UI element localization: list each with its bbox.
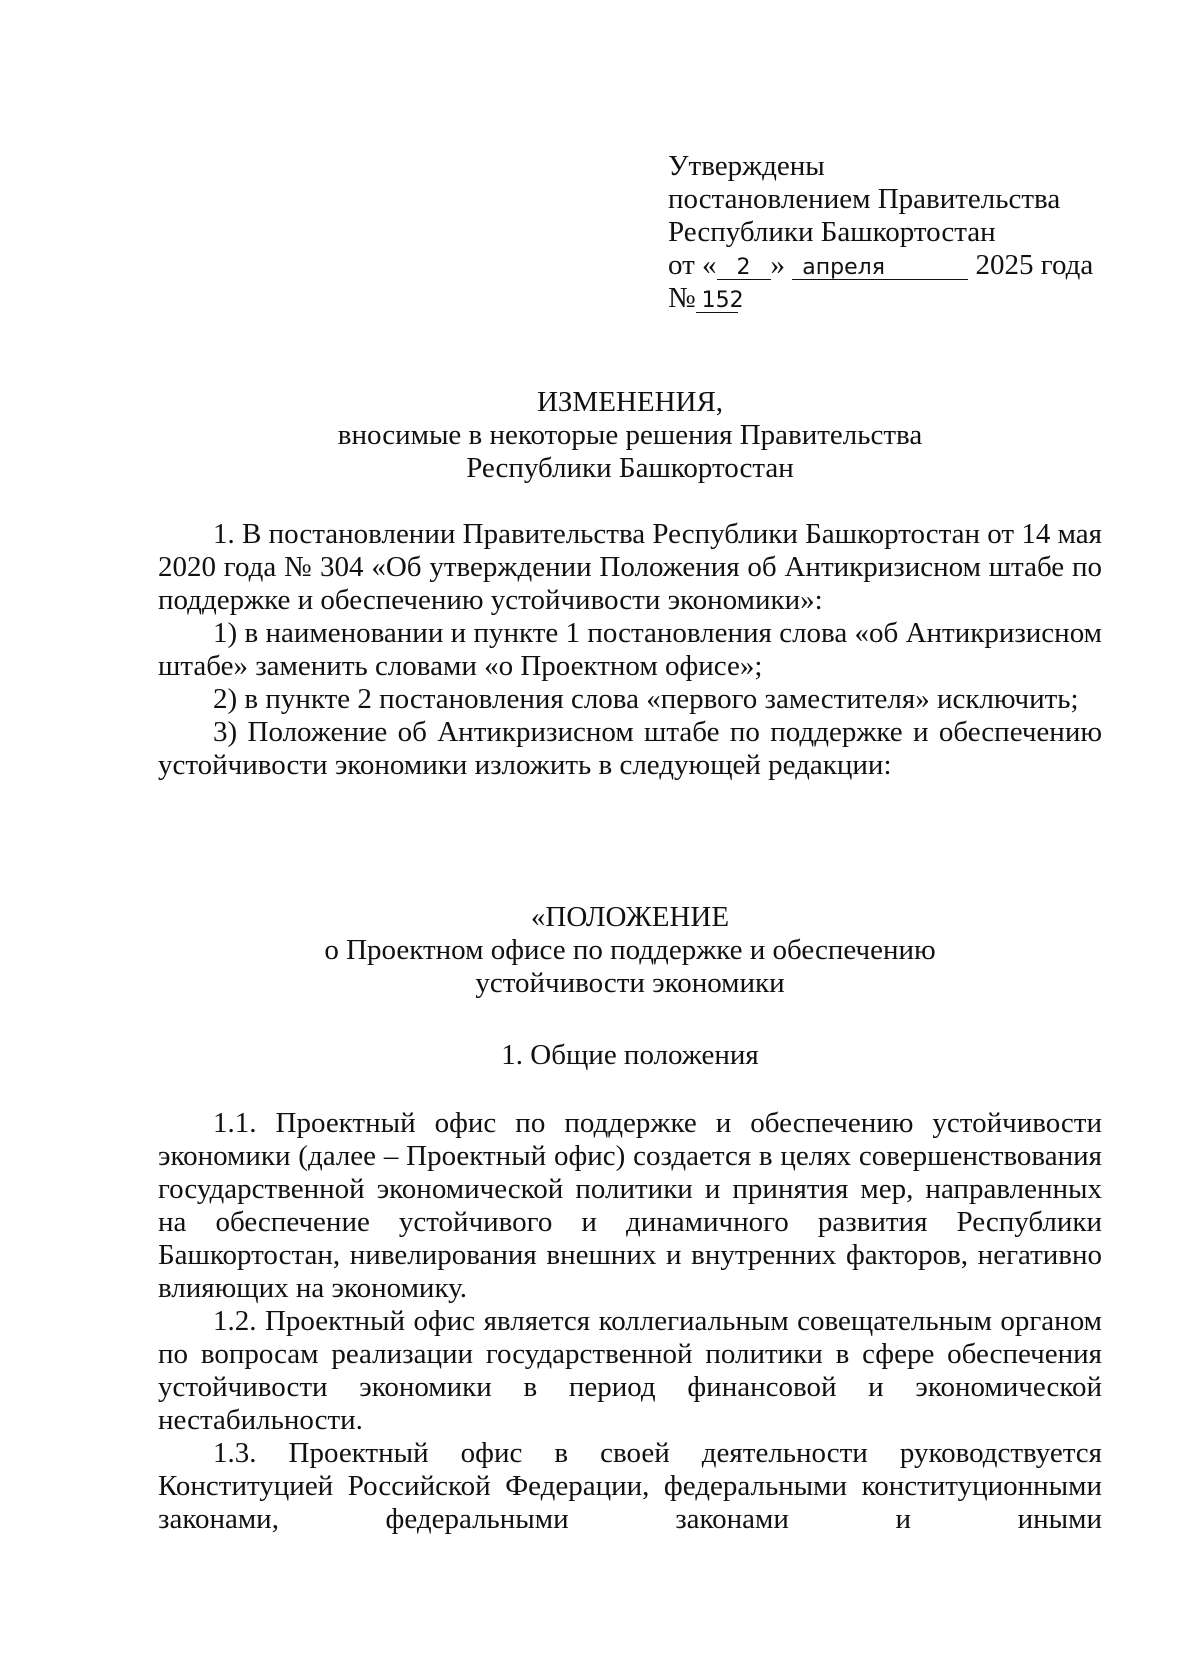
clause-1-1: 1.1. Проектный офис по поддержке и обеспечению устойчивости экономики (далее – Проектный офис) создается в целях совершенствования государственной экономической политики и принятия мер, направленных на обеспечение устойчивого и динамичного развития Республики Башкортостан, нивелирования внешних и внутренних факторов, негативно влияющих на экономику.: [158, 1107, 1102, 1304]
regulation-subtitle-2: устойчивости экономики: [475, 967, 785, 999]
clause-1-2: 1.2. Проектный офис является коллегиальным совещательным органом по вопросам реализации государственной политики в сфере обеспечения устойчивости экономики в период финансовой и экономической нестабильности.: [158, 1305, 1102, 1436]
date-month: апреля: [792, 257, 968, 280]
date-prefix: от «: [668, 249, 717, 281]
changes-body: [158, 518, 1102, 782]
approval-date: [668, 249, 1108, 282]
approval-number: [668, 282, 1108, 315]
clause-1-3: 1.3. Проектный офис в своей деятельности руководствуется Конституцией Российской Федерации, федеральными конституционными законами, федеральными законами и иными: [158, 1437, 1102, 1535]
approval-line-2: постановлением Правительства: [668, 183, 1061, 215]
approval-line-3: Республики Башкортостан: [668, 216, 996, 248]
section-heading: 1. Общие положения: [501, 1039, 759, 1071]
date-mid: »: [770, 249, 786, 281]
heading-title: ИЗМЕНЕНИЯ,: [536, 386, 724, 418]
number-prefix: №: [668, 282, 696, 314]
heading-subtitle-1: вносимые в некоторые решения Правительства: [337, 419, 923, 451]
paragraph-2: 1) в наименовании и пункте 1 постановления слова «об Антикризисном штабе» заменить словами «о Проектном офисе»;: [158, 617, 1102, 682]
paragraph-4: 3) Положение об Антикризисном штабе по поддержке и обеспечению устойчивости экономики изложить в следующей редакции:: [158, 716, 1102, 781]
approval-block: [668, 150, 1108, 315]
approval-line-1: Утверждены: [668, 150, 825, 182]
heading-subtitle-2: Республики Башкортостан: [466, 452, 794, 484]
number-value: 152: [696, 290, 738, 313]
regulation-heading: [158, 901, 1102, 1000]
date-year: 2025 года: [975, 249, 1094, 281]
clauses-body: [158, 1107, 1102, 1536]
regulation-title: «ПОЛОЖЕНИЕ: [530, 901, 730, 933]
date-day: 2: [717, 257, 771, 280]
regulation-subtitle-1: о Проектном офисе по поддержке и обеспечению: [324, 934, 936, 966]
paragraph-3: 2) в пункте 2 постановления слова «первого заместителя» исключить;: [213, 683, 1079, 715]
paragraph-1: 1. В постановлении Правительства Республики Башкортостан от 14 мая 2020 года № 304 «Об утверждении Положения об Антикризисном штабе по поддержке и обеспечению устойчивости экономики»:: [158, 518, 1102, 616]
document-heading: [158, 386, 1102, 485]
